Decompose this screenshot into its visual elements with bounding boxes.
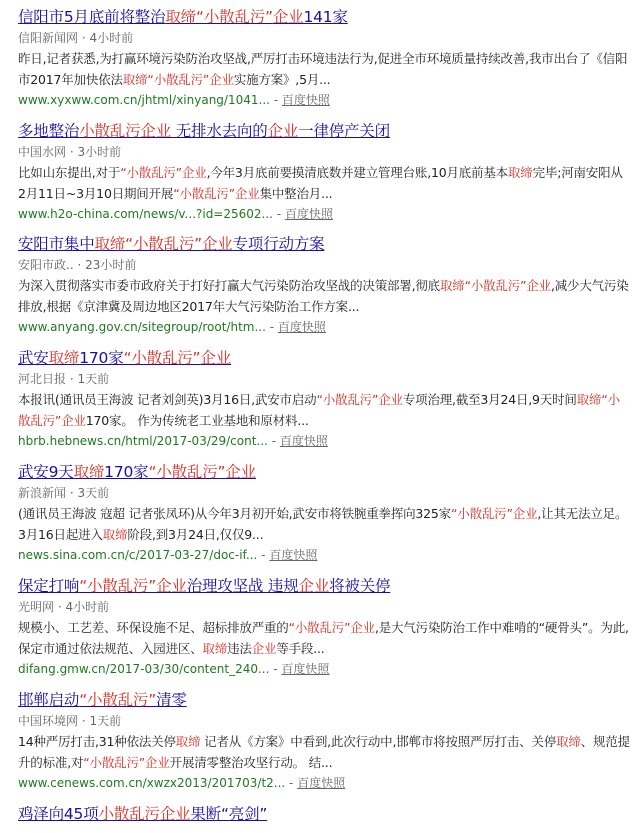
search-result (18, 6, 630, 110)
meta-separator: · (66, 145, 78, 159)
result-time: 23小时前 (85, 258, 137, 272)
search-result (18, 803, 630, 825)
url-separator: - (267, 434, 280, 448)
result-time: 4小时前 (89, 31, 134, 45)
meta-separator: · (54, 600, 66, 614)
result-time: 1天前 (77, 372, 110, 386)
title-highlight: “小散乱污” (195, 8, 273, 26)
result-url[interactable]: news.sina.com.cn/c/2017-03-27/doc-if... (18, 548, 258, 562)
snippet-highlight: 企业 (251, 641, 277, 656)
result-meta (18, 28, 630, 48)
title-highlight: 取缔 (48, 349, 80, 367)
result-time: 3天前 (77, 486, 110, 500)
snippet-text: 本报讯(通讯员王海波 记者刘剑英)3月16日,武安市启动 (18, 392, 317, 407)
snippet-highlight: 取缔 (576, 392, 602, 407)
snippet-text: 、规范提升的标准,对 (18, 734, 630, 770)
snippet-highlight: “小散乱污” (288, 620, 351, 635)
result-source: 中国环境网 (18, 714, 79, 728)
snippet-highlight: 企业 (526, 278, 551, 293)
title-highlight: 企业 (200, 349, 231, 367)
result-title-link[interactable] (18, 6, 630, 28)
search-result (18, 575, 630, 679)
snippet-highlight: 取缔 (175, 734, 201, 749)
meta-separator: · (78, 31, 90, 45)
snippet-highlight: 企业 (181, 165, 207, 180)
title-text: 安阳市集中 (18, 235, 95, 253)
snippet-highlight: 企业 (512, 506, 538, 521)
title-highlight: “小散乱污” (125, 235, 202, 253)
result-url-line (18, 204, 630, 224)
result-title-link[interactable] (18, 120, 630, 142)
result-meta (18, 483, 630, 503)
result-snippet (18, 48, 630, 90)
result-url-line (18, 545, 630, 565)
snippet-highlight: “小散乱污” (316, 392, 379, 407)
result-title-link[interactable] (18, 233, 630, 255)
snippet-highlight: “小散乱污” (464, 278, 527, 293)
url-separator: - (257, 548, 270, 562)
cache-link[interactable]: 百度快照 (277, 320, 326, 334)
meta-separator: · (66, 372, 78, 386)
snippet-text: ,减少大气污染排放,根据《京津冀及周边地区2017年大气污染防治工作方案... (18, 278, 629, 314)
title-highlight: 企业 (298, 577, 330, 595)
snippet-highlight: “小散乱污” (83, 755, 146, 770)
snippet-highlight: “小散乱污” (451, 506, 513, 521)
result-url-line (18, 90, 630, 110)
title-text: 多地整治 (18, 122, 80, 140)
result-snippet (18, 275, 630, 317)
title-highlight: 企业 (156, 577, 187, 595)
snippet-text: 昨日,记者获悉,为打赢环境污染防治攻坚战,严厉打击环境违法行为,促进全市环境质量持续改善,我市出台了《信阳市2017年加快依法 (18, 51, 628, 87)
title-highlight: 企业 (267, 122, 299, 140)
url-separator: - (269, 93, 282, 107)
cache-link[interactable]: 百度快照 (281, 93, 330, 107)
result-source: 安阳市政.. (18, 258, 74, 272)
title-highlight: “小散乱污” (123, 349, 201, 367)
snippet-highlight: 取缔 (122, 72, 148, 87)
title-text: 信阳市5月底前将整治 (18, 8, 166, 26)
meta-separator: · (73, 258, 86, 272)
title-highlight: 取缔 (165, 8, 196, 26)
snippet-highlight: 企业 (61, 413, 86, 428)
result-title-link[interactable] (18, 347, 630, 369)
title-highlight: 企业 (202, 235, 233, 253)
title-text: 141家 (303, 8, 348, 26)
snippet-text: 14种严厉打击,31种依法关停 (18, 734, 176, 749)
result-meta (18, 255, 630, 275)
snippet-text: ,今年3月底前要摸清底数并建立管理台账,10月底前基本 (206, 165, 508, 180)
title-text: 武安 (18, 349, 49, 367)
snippet-highlight: 取缔 (507, 165, 533, 180)
title-highlight: 小散乱污企业 (79, 122, 172, 140)
snippet-text: 为深入贯彻落实市委市政府关于打好打赢大气污染防治攻坚战的决策部署,彻底 (18, 278, 440, 293)
snippet-text: 阶段,到3月24日,仅仅9... (127, 527, 264, 542)
result-time: 3小时前 (77, 145, 122, 159)
result-url-line (18, 659, 630, 679)
meta-separator: · (78, 714, 90, 728)
snippet-text: 开展清零整治攻坚行动。 结... (169, 755, 333, 770)
snippet-highlight: “小散乱污” (173, 186, 235, 201)
result-meta (18, 597, 630, 617)
search-result (18, 233, 630, 337)
snippet-highlight: 取缔 (439, 278, 465, 293)
result-url-line (18, 317, 630, 337)
result-url[interactable]: www.anyang.gov.cn/sitegroup/root/htm... (18, 320, 266, 334)
result-source: 光明网 (18, 600, 55, 614)
snippet-highlight: 取缔 (556, 734, 581, 749)
snippet-text: ,是大气污染防治工作中难啃的“硬骨头”。为此,保定市通过依法规范、入园进区、 (18, 620, 629, 656)
search-result (18, 461, 630, 565)
snippet-text: 170家。 作为传统老工业基地和原材料... (85, 413, 309, 428)
snippet-text: (通讯员王海波 寇超 记者张凤环)从今年3月初开始,武安市将铁腕重拳挥向325家 (18, 506, 451, 521)
title-text: 保定打响 (18, 577, 80, 595)
title-text: 武安9天 (18, 463, 74, 481)
result-title-link[interactable] (18, 461, 630, 483)
snippet-text: ,让其无法立足。3月16日起进入 (18, 506, 628, 542)
meta-separator: · (66, 486, 78, 500)
title-text: 将被关停 (329, 577, 391, 595)
result-title-link[interactable] (18, 689, 630, 711)
title-highlight: 取缔 (94, 235, 126, 253)
snippet-highlight: 企业 (145, 755, 170, 770)
title-highlight: 小散乱污企业 (98, 805, 191, 823)
title-highlight: “小散乱污” (79, 577, 157, 595)
snippet-highlight: 企业 (209, 72, 234, 87)
snippet-text: 违法 (227, 641, 252, 656)
title-text: 治理攻坚战 违规 (186, 577, 299, 595)
snippet-text: 集中整治月... (259, 186, 333, 201)
snippet-highlight: 企业 (234, 186, 260, 201)
search-result (18, 347, 630, 451)
result-time: 1天前 (89, 714, 122, 728)
result-meta (18, 711, 630, 731)
result-time: 4小时前 (65, 600, 110, 614)
result-source: 信阳新闻网 (18, 31, 79, 45)
title-highlight: 取缔 (73, 463, 105, 481)
title-highlight: 企业 (225, 463, 256, 481)
result-snippet (18, 617, 630, 659)
url-separator: - (285, 776, 298, 790)
title-highlight: 企业 (272, 8, 304, 26)
result-snippet (18, 162, 630, 204)
title-text: 清零 (156, 691, 187, 709)
title-highlight: “小散乱污” (148, 463, 226, 481)
result-source: 中国水网 (18, 145, 67, 159)
title-text: 专项行动方案 (232, 235, 325, 253)
result-url-line (18, 431, 630, 451)
snippet-text: 规模小、工艺差、环保设施不足、超标排放严重的 (18, 620, 289, 635)
snippet-highlight: 企业 (378, 392, 403, 407)
cache-link[interactable]: 百度快照 (281, 662, 330, 676)
result-url-line (18, 773, 630, 793)
result-url[interactable]: hbrb.hebnews.cn/html/2017-03/29/cont... (18, 434, 268, 448)
result-snippet (18, 503, 630, 545)
result-snippet (18, 731, 630, 773)
title-text: 鸡泽向45项 (18, 805, 99, 823)
snippet-text: 记者从《方案》中看到,此次行动中,邯郸市将按照严厉打击、关停 (200, 734, 557, 749)
title-text: 果断“亮剑” (190, 805, 268, 823)
title-text: 170家 (79, 349, 124, 367)
title-highlight: “小散乱污” (79, 691, 157, 709)
result-meta (18, 142, 630, 162)
cache-link[interactable]: 百度快照 (297, 776, 346, 790)
snippet-highlight: “小散乱污” (147, 72, 210, 87)
result-url[interactable]: www.xyxww.com.cn/jhtml/xinyang/1041... (18, 93, 270, 107)
cache-link[interactable]: 百度快照 (284, 207, 333, 221)
result-url[interactable]: difang.gmw.cn/2017-03/30/content_240... (18, 662, 270, 676)
title-text: 一律停产关闭 (298, 122, 390, 140)
snippet-text: 实施方案》,5月... (233, 72, 331, 87)
cache-link[interactable]: 百度快照 (269, 548, 318, 562)
title-text: 170家 (104, 463, 149, 481)
snippet-text: 比如山东提出,对于 (18, 165, 121, 180)
snippet-highlight: 取缔 (202, 641, 228, 656)
url-separator: - (272, 207, 285, 221)
search-result (18, 689, 630, 793)
cache-link[interactable]: 百度快照 (279, 434, 328, 448)
result-url[interactable]: www.h2o-china.com/news/v...?id=25602... (18, 207, 273, 221)
snippet-text: 等手段... (276, 641, 325, 656)
snippet-highlight: 企业 (350, 620, 375, 635)
snippet-text: 完毕;河南安阳从2月11日~3月10日期间开展 (18, 165, 623, 201)
result-source: 河北日报 (18, 372, 67, 386)
url-separator: - (269, 662, 282, 676)
result-title-link[interactable] (18, 803, 630, 825)
title-text: 无排水去向的 (171, 122, 268, 140)
result-title-link[interactable] (18, 575, 630, 597)
snippet-text: 专项治理,截至3月24日,9天时间 (402, 392, 577, 407)
result-url[interactable]: www.cenews.com.cn/xwzx2013/201703/t2... (18, 776, 286, 790)
result-source: 新浪新闻 (18, 486, 67, 500)
snippet-highlight: “小散乱污” (120, 165, 182, 180)
url-separator: - (265, 320, 278, 334)
snippet-highlight: “小散乱污” (18, 392, 620, 428)
title-text: 邯郸启动 (18, 691, 80, 709)
result-meta (18, 369, 630, 389)
search-result (18, 120, 630, 224)
snippet-highlight: 取缔 (102, 527, 128, 542)
result-snippet (18, 389, 630, 431)
